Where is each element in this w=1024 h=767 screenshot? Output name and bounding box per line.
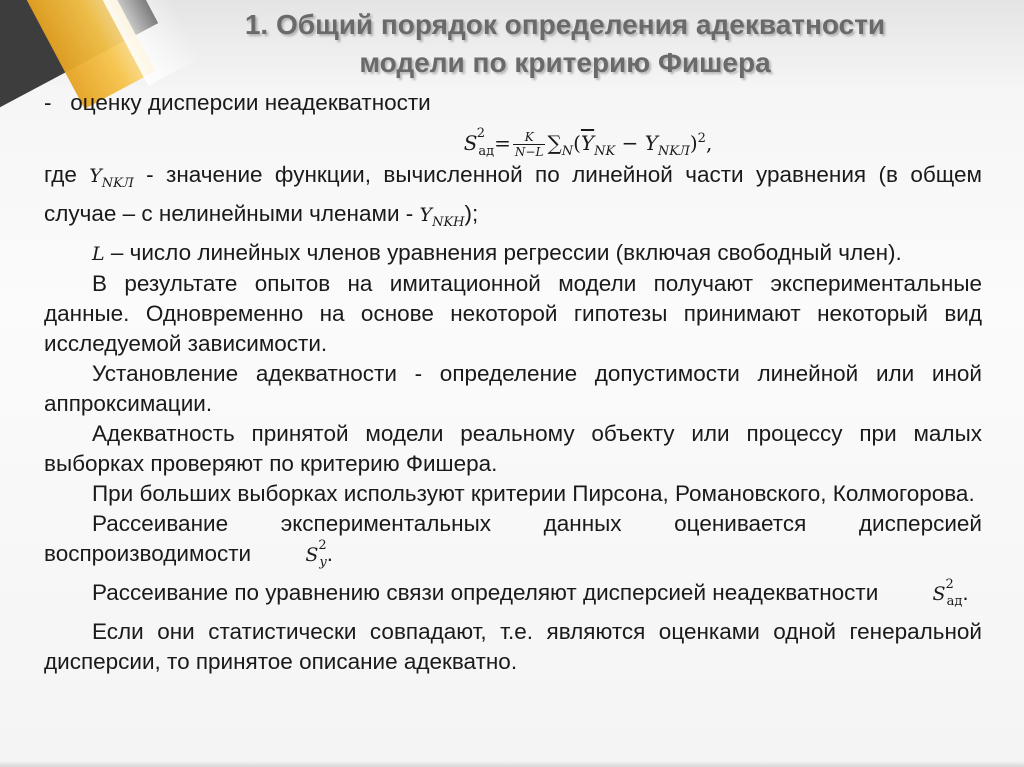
paragraph-where: где $Y_{NKЛ}$ - значение функции, вычисленной по линейной части уравнения (в общем случае – с нелинейными членами - $Y_{NKН}$); [44, 162, 982, 230]
slide-body [44, 88, 982, 677]
paragraph-regression-scatter: Рассеивание по уравнению связи определяют дисперсией неадекватности S 2 $_{ад}$. [44, 578, 982, 617]
bottom-shadow [0, 761, 1024, 767]
inadequacy-variance-symbol: S 2 $_{ад}$ [932, 577, 963, 609]
paragraph-intro: - оценку дисперсии неадекватности [44, 90, 431, 115]
paragraph-fisher: Адекватность принятой модели реальному объекту или процессу при малых выборках проверяют по критерию Фишера. [44, 421, 982, 476]
title-line-1: 1. Общий порядок определения адекватности [244, 9, 886, 40]
title-line-2: модели по критерию Фишера [359, 47, 771, 78]
reproducibility-variance-symbol: S 2 $_y$ [305, 538, 327, 570]
paragraph-large-samples: При больших выборках используют критерии Пирсона, Романовского, Колмогорова. [92, 481, 975, 506]
paragraph-reproducibility: Рассеивание экспериментальных данных оценивается дисперсией воспроизводимости S 2 $_y$. [44, 509, 982, 578]
paragraph-experiment: В результате опытов на имитационной модели получают экспериментальные данные. Одновременно на основе некоторой гипотезы принимают некоторый вид исследуемой зависимости. [44, 271, 982, 356]
paragraph-linear-terms: L – число линейных членов уравнения регрессии (включая свободный член). [92, 240, 902, 265]
slide-title [150, 6, 980, 82]
formula-lhs: S 2 $_{ад}$ [463, 126, 495, 159]
paragraph-adequacy-definition: Установление адекватности - определение допустимости линейной или иной аппроксимации. [44, 361, 982, 416]
formula-inadequacy-variance: S 2 $_{ад}$= $\frac{K}{N-L}$ $\sum_N(\overline{Y}_{NK} - Y_{NKЛ})^2$, [44, 118, 982, 160]
formula-fraction: $\frac{K}{N-L}$ [514, 130, 544, 159]
paragraph-conclusion: Если они статистически совпадают, т.е. являются оценками одной генеральной дисперсии, то принятое описание адекватно. [44, 619, 982, 674]
